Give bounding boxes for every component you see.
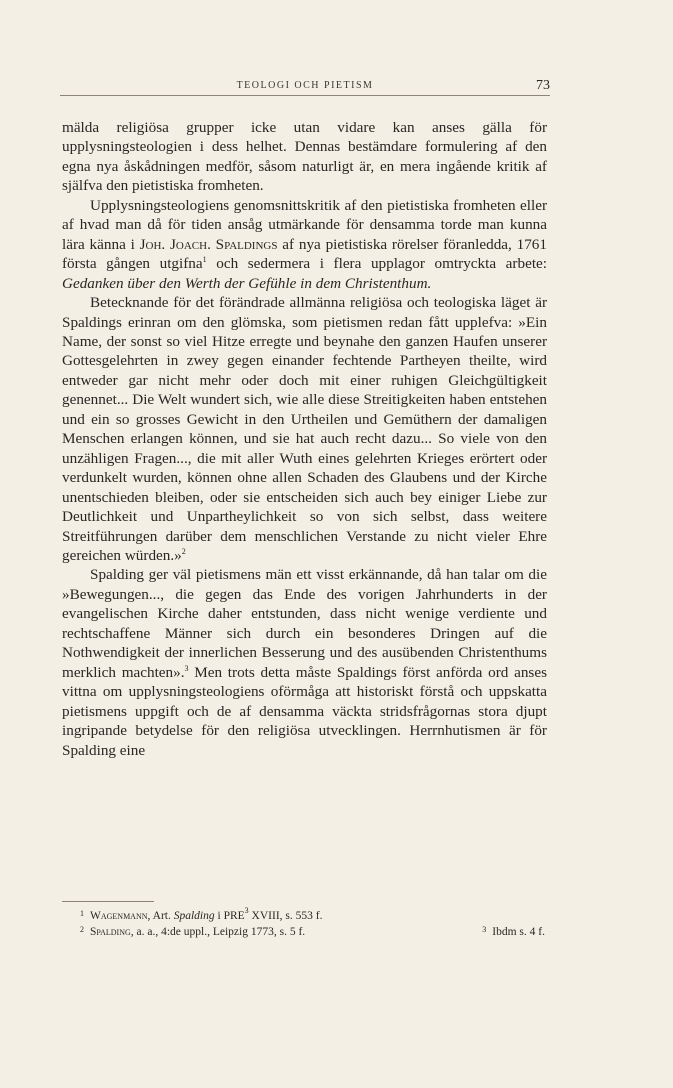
paragraph-4-text-b: Men trots detta måste Spaldings först anförda ord anses vittna om upplysningsteologiens oförmåga att historiskt förstå och uppskatta pietismens uppgift och de af densamma väckta stridsfrågornas stora djupt ingripande betydelse för den religiösa utvecklingen. Herrnhutismen är för Spalding eine bbox=[62, 663, 547, 759]
paragraph-3-text: Betecknande för det förändrade allmänna religiösa och teologiska läget är Spaldings erinran om den glömska, som pietismen redan fått upplefva: »Ein Name, der sonst so viel Hitze erregte und beynahe den ganzen Haufen unserer Gottesgelehrten in zwey gegen einander fechtende Partheyen theilte, wird entweder gar nicht mehr oder doch mit einer ruhigen Gleichgültigkeit genennet... Die Welt wundert sich, wie alle diese Streitigkeiten haben entstehen und ein so grosses Gewicht in den Urtheilen und Gemüthern der damaligen Menschen erlangen können, und sie hat auch recht dazu... So viele von den unzähligen Fragen..., die mit aller Wuth eines gelehrten Krieges erörtert oder verdunkelt wurden, können ohne allen Schaden des Glaubens und der Kirche unentschieden bleiben, oder sie entscheiden sich auch bey einiger Liebe zur Deutlichkeit und Unpartheylichkeit so von sich selbst, dass weitere Streitführungen darüber dem menschlichen Verstande zu nicht vieler Ehre gereichen würden.» bbox=[62, 294, 547, 564]
paragraph-2-text-b: af nya pietistiska rörelser föranledda, 1761 första gången utgifna bbox=[62, 235, 547, 273]
footnote-1-text-c: XVIII, s. 553 f. bbox=[248, 910, 323, 922]
footnote-1-number: 1 bbox=[80, 909, 84, 918]
footnote-1-title: Spalding bbox=[173, 910, 215, 922]
work-title: Gedanken über den Werth der Gefühle in dem Christenthum. bbox=[62, 274, 432, 292]
footnote-2 bbox=[80, 922, 555, 938]
footnote-1 bbox=[80, 906, 555, 922]
paragraph-1-text: mälda religiösa grupper icke utan vidare kan anses gälla för upplysningsteologien i dess helhet. Dennas bestämdare formulering af den egna nya åskådningen medför, såsom naturligt är, en mera ingående kritik af själfva den pietistiska fromheten. bbox=[62, 119, 547, 195]
footnote-ref-3[interactable]: 3 bbox=[184, 663, 189, 673]
footnote-3 bbox=[482, 922, 545, 940]
paragraph-2 bbox=[62, 196, 547, 293]
author-name: Joh. Joach. Spaldings bbox=[139, 235, 278, 253]
footnote-1-text-a: , Art. bbox=[147, 910, 174, 922]
body-text bbox=[62, 118, 547, 760]
paragraph-3 bbox=[62, 293, 547, 565]
footnote-1-author: Wagenmann bbox=[90, 910, 148, 922]
footnote-3-number: 3 bbox=[482, 925, 487, 934]
page-number: 73 bbox=[536, 78, 550, 93]
footnote-3-text: Ibdm s. 4 f. bbox=[492, 926, 545, 938]
paragraph-1 bbox=[62, 118, 547, 196]
footnote-ref-2[interactable]: 2 bbox=[181, 546, 186, 556]
footnote-2-author: Spalding bbox=[90, 926, 131, 938]
running-header bbox=[60, 80, 550, 96]
footnote-divider bbox=[62, 901, 154, 902]
footnote-ref-1[interactable]: 1 bbox=[202, 255, 207, 265]
footnote-2-text: , a. a., 4:de uppl., Leipzig 1773, s. 5 f. bbox=[130, 926, 306, 938]
footnote-2-number: 2 bbox=[80, 925, 84, 934]
running-head-title: TEOLOGI OCH PIETISM bbox=[236, 80, 374, 91]
footnotes bbox=[80, 906, 555, 938]
paragraph-2-text-a: Upplysningsteologiens genomsnittskritik af den pietistiska fromheten eller af hvad man då för tiden ansåg utmärkande för densamma torde man kunna lära känna i bbox=[62, 196, 547, 253]
footnote-1-edition: 3 bbox=[244, 906, 249, 915]
paragraph-4 bbox=[62, 565, 547, 760]
footnote-1-text-b: i PRE bbox=[214, 910, 245, 922]
paragraph-2-text-c: och sedermera i flera upplagor omtryckta arbete: bbox=[206, 255, 547, 273]
paragraph-4-text-a: Spalding ger väl pietismens män ett visst erkännande, då han talar om die »Bewegungen..., die gegen das Ende des vorigen Jahrhunderts in der evangelischen Kirche daher entstunden, dass nicht wenige verdiente und rechtschaffene Männer sich durch ein besonderes Dringen auf die Nothwendigkeit der innerlichen Besserung und des ausübenden Christenthums merklich machten». bbox=[62, 566, 547, 681]
